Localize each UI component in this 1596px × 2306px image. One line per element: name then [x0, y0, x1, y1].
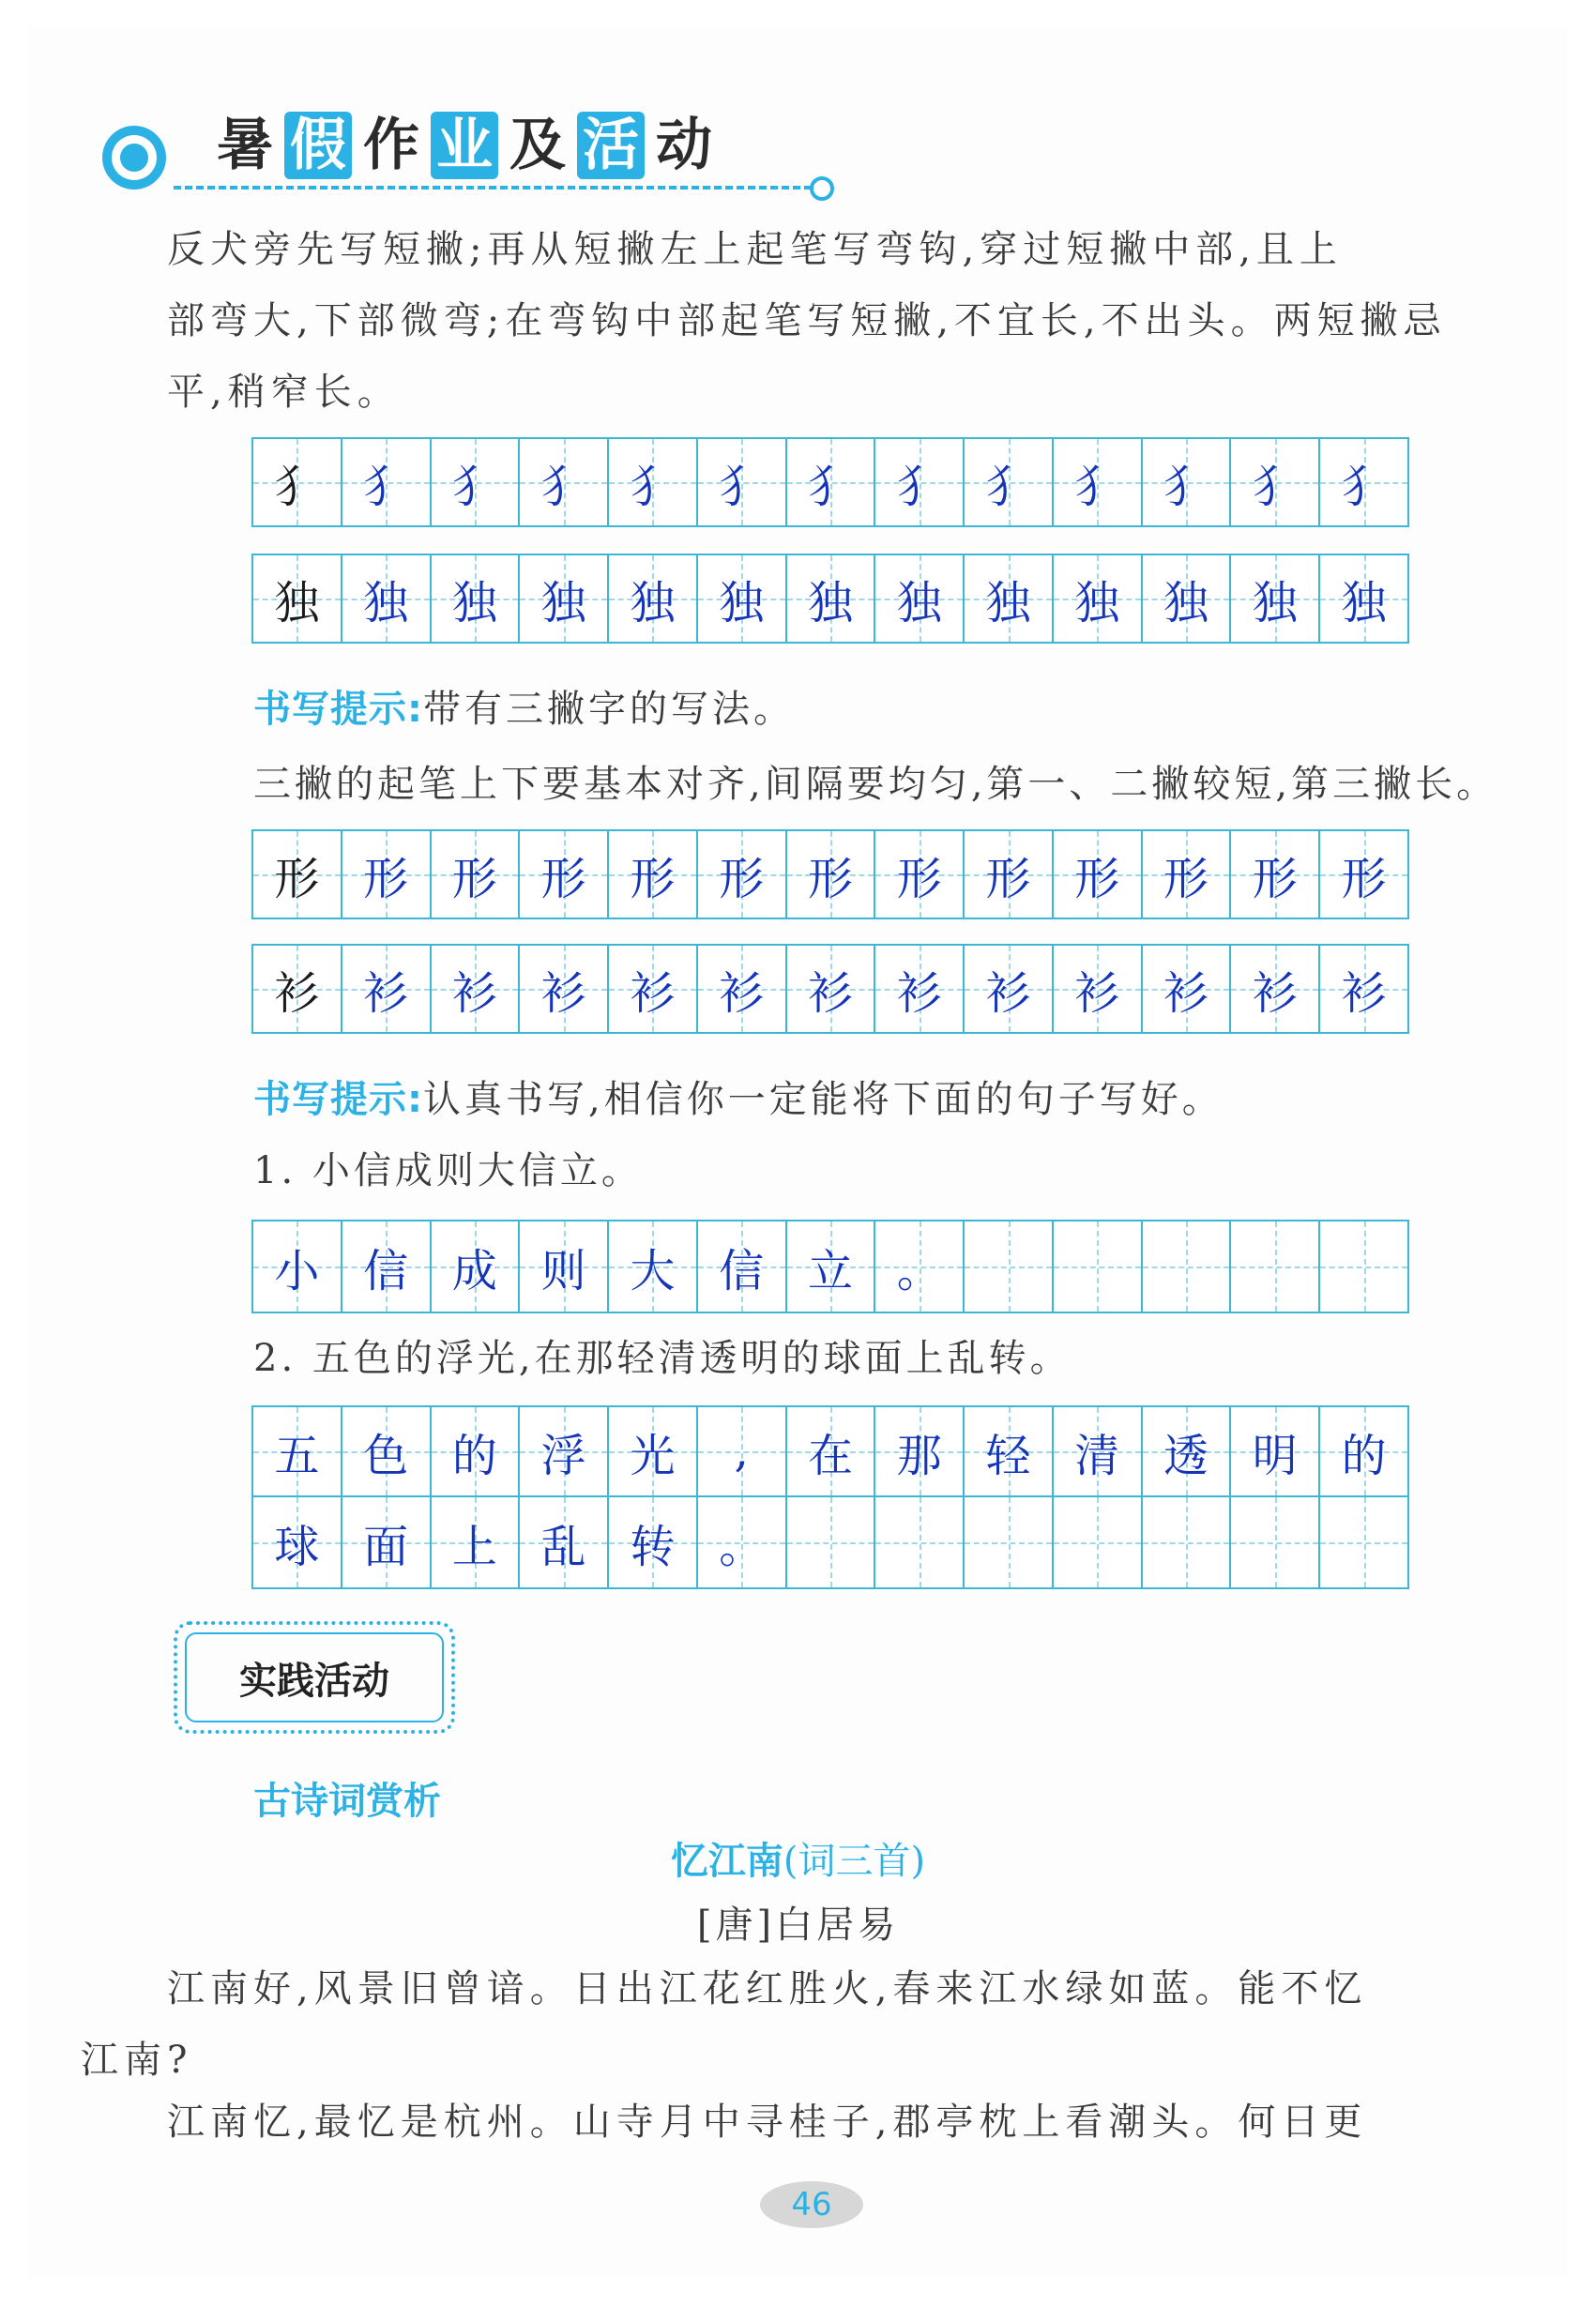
- grid-cell[interactable]: [609, 555, 698, 642]
- grid-cell[interactable]: [253, 1221, 342, 1312]
- grid-char: 犭: [363, 460, 409, 513]
- grid-char: 大: [630, 1244, 676, 1297]
- grid-cell[interactable]: [609, 1221, 698, 1312]
- grid-char: ,: [734, 1425, 749, 1478]
- tip-text: 带有三撇字的写法。: [423, 688, 795, 731]
- grid-cell[interactable]: [1054, 439, 1143, 525]
- title-char: 作: [363, 113, 419, 178]
- sentence-prompt: 2. 五色的浮光,在那轻清透明的球面上乱转。: [253, 1337, 1072, 1380]
- grid-char: 浮: [540, 1429, 586, 1482]
- grid-char: 形: [985, 852, 1031, 905]
- grid-cell[interactable]: [520, 1407, 609, 1495]
- grid-char: 透: [1163, 1429, 1209, 1482]
- page-number: 46: [760, 2181, 863, 2228]
- grid-cell[interactable]: [520, 831, 609, 918]
- target-icon: [99, 122, 170, 193]
- grid-char: 轻: [985, 1429, 1031, 1482]
- grid-char: 独: [807, 576, 853, 630]
- grid-char: 上: [451, 1520, 497, 1573]
- grid-cell[interactable]: [698, 1497, 787, 1587]
- grid-cell[interactable]: [698, 831, 787, 918]
- grid-cell[interactable]: [965, 831, 1054, 918]
- grid-char: 明: [1252, 1429, 1298, 1482]
- grid-cell[interactable]: [965, 555, 1054, 642]
- grid-cell[interactable]: [1054, 1497, 1143, 1587]
- grid-cell[interactable]: [1143, 555, 1232, 642]
- grid-char: 那: [896, 1429, 942, 1482]
- grid-char: 色: [363, 1429, 409, 1482]
- grid-row: [253, 1407, 1407, 1497]
- grid-char: 衫: [1341, 966, 1387, 1020]
- grid-char: 独: [1163, 576, 1209, 630]
- grid-cell[interactable]: [520, 439, 609, 525]
- grid-cell[interactable]: [965, 1407, 1054, 1495]
- grid-cell[interactable]: [520, 946, 609, 1032]
- grid-char: 独: [1341, 576, 1387, 630]
- poem-title-main: 忆江南: [670, 1840, 783, 1883]
- grid-cell[interactable]: [342, 831, 432, 918]
- grid-char: 独: [896, 576, 942, 630]
- grid-cell[interactable]: [965, 439, 1054, 525]
- grid-cell[interactable]: [875, 946, 965, 1032]
- poem-title: [0, 1831, 1596, 1885]
- poem-stanza-1: [81, 1953, 1481, 2096]
- grid-cell[interactable]: [1054, 831, 1143, 918]
- grid-cell[interactable]: [1231, 439, 1320, 525]
- tip-label: 书写提示:: [253, 1078, 423, 1121]
- writing-tip: [253, 681, 795, 737]
- poem-stanza-2: [167, 2086, 1481, 2158]
- grid-cell[interactable]: [875, 439, 965, 525]
- grid-cell[interactable]: [1143, 439, 1232, 525]
- grid-cell[interactable]: [253, 831, 342, 918]
- grid-cell[interactable]: [1320, 439, 1407, 525]
- grid-cell[interactable]: [253, 555, 342, 642]
- grid-cell[interactable]: [787, 1407, 876, 1495]
- tip-detail: 三撇的起笔上下要基本对齐,间隔要均匀,第一、二撇较短,第三撇长。: [253, 763, 1498, 806]
- grid-cell[interactable]: [1143, 946, 1232, 1032]
- grid-char: 犭: [1163, 460, 1209, 513]
- grid-char: 形: [1252, 852, 1298, 905]
- grid-char: 犭: [807, 460, 853, 513]
- grid-cell[interactable]: [609, 1407, 698, 1495]
- text-line: 部弯大,下部微弯;在弯钩中部起笔写短撇,不宜长,不出头。两短撇忌: [167, 299, 1447, 342]
- grid-cell[interactable]: [698, 946, 787, 1032]
- grid-cell[interactable]: [698, 1221, 787, 1312]
- grid-cell[interactable]: [1143, 1407, 1232, 1495]
- title-char: 暑: [217, 113, 273, 178]
- grid-cell[interactable]: [965, 1497, 1054, 1587]
- grid-cell[interactable]: [1054, 946, 1143, 1032]
- grid-cell[interactable]: [342, 555, 432, 642]
- grid-cell[interactable]: [432, 1407, 521, 1495]
- grid-char: 犭: [896, 460, 942, 513]
- grid-char: 球: [274, 1520, 320, 1573]
- grid-cell[interactable]: [1231, 1221, 1320, 1312]
- grid-cell[interactable]: [875, 555, 965, 642]
- grid-char: 立: [807, 1244, 853, 1297]
- grid-char: 衫: [1163, 966, 1209, 1020]
- grid-char: 犭: [540, 460, 586, 513]
- title-char: 业: [431, 112, 498, 179]
- grid-char: 乱: [540, 1520, 586, 1573]
- grid-cell[interactable]: [432, 831, 521, 918]
- practice-grid-xing: [251, 829, 1409, 919]
- grid-cell[interactable]: [787, 1221, 876, 1312]
- grid-cell[interactable]: [1054, 1407, 1143, 1495]
- grid-cell[interactable]: [1320, 1497, 1407, 1587]
- grid-cell[interactable]: [1143, 1221, 1232, 1312]
- poem-author: [唐]白居易: [696, 1904, 900, 1947]
- grid-char: 犭: [1252, 460, 1298, 513]
- page-title: [211, 103, 718, 188]
- grid-char: 形: [1074, 852, 1120, 905]
- grid-cell[interactable]: [875, 1221, 965, 1312]
- sentence-prompt: 1. 小信成则大信立。: [253, 1149, 643, 1192]
- grid-char: 独: [451, 576, 497, 630]
- grid-cell[interactable]: [965, 946, 1054, 1032]
- grid-cell[interactable]: [1320, 1407, 1407, 1495]
- grid-char: 独: [1252, 576, 1298, 630]
- divider-end-dot: [810, 176, 834, 201]
- grid-char: 光: [630, 1429, 676, 1482]
- text-line: 平,稍窄长。: [167, 371, 401, 414]
- grid-cell[interactable]: [875, 1407, 965, 1495]
- grid-char: 信: [719, 1244, 765, 1297]
- grid-char: 衫: [451, 966, 497, 1020]
- grid-char: 衫: [630, 966, 676, 1020]
- grid-char: 独: [985, 576, 1031, 630]
- grid-char: 衫: [1074, 966, 1120, 1020]
- grid-cell[interactable]: [1231, 1407, 1320, 1495]
- text-line: 江南好,风景旧曾谙。日出江花红胜火,春来江水绿如蓝。能不忆: [167, 1967, 1368, 2010]
- tip-label: 书写提示:: [253, 688, 423, 731]
- poem-title-sub: (词三首): [783, 1840, 926, 1883]
- grid-cell[interactable]: [965, 1221, 1054, 1312]
- grid-cell[interactable]: [1231, 555, 1320, 642]
- text-line: 江南忆,最忆是杭州。山寺月中寻桂子,郡亭枕上看潮头。何日更: [167, 2101, 1368, 2144]
- grid-cell[interactable]: [1320, 1221, 1407, 1312]
- title-char: 假: [284, 112, 352, 179]
- grid-char: 成: [451, 1244, 497, 1297]
- grid-cell[interactable]: [432, 1497, 521, 1587]
- grid-cell[interactable]: [1320, 831, 1407, 918]
- grid-char: 。: [896, 1244, 942, 1297]
- grid-char: 犭: [274, 460, 320, 513]
- grid-char: 犭: [985, 460, 1031, 513]
- grid-cell[interactable]: [432, 1221, 521, 1312]
- grid-cell[interactable]: [875, 1497, 965, 1587]
- grid-char: 形: [540, 852, 586, 905]
- grid-char: 形: [451, 852, 497, 905]
- grid-char: 衫: [719, 966, 765, 1020]
- practice-activity-badge: [174, 1621, 455, 1734]
- grid-char: 。: [719, 1520, 765, 1573]
- grid-char: 犭: [1074, 460, 1120, 513]
- grid-cell[interactable]: [432, 555, 521, 642]
- text-line: 江南?: [81, 2039, 193, 2082]
- practice-grid-quanzi: [251, 437, 1409, 527]
- grid-cell[interactable]: [1320, 946, 1407, 1032]
- grid-cell[interactable]: [342, 1407, 432, 1495]
- grid-char: 衫: [540, 966, 586, 1020]
- grid-char: 形: [630, 852, 676, 905]
- grid-cell[interactable]: [1231, 1497, 1320, 1587]
- grid-cell[interactable]: [609, 439, 698, 525]
- grid-char: 的: [451, 1429, 497, 1482]
- grid-cell[interactable]: [342, 1497, 432, 1587]
- sentence-grid-1: [251, 1220, 1409, 1313]
- grid-char: 的: [1341, 1429, 1387, 1482]
- grid-char: 独: [540, 576, 586, 630]
- grid-char: 衫: [896, 966, 942, 1020]
- grid-cell[interactable]: [432, 946, 521, 1032]
- grid-char: 犭: [1341, 460, 1387, 513]
- grid-char: 犭: [719, 460, 765, 513]
- grid-cell[interactable]: [698, 439, 787, 525]
- grid-char: 信: [363, 1244, 409, 1297]
- writing-tip: [253, 1071, 1224, 1128]
- header: [99, 103, 849, 206]
- grid-char: 犭: [451, 460, 497, 513]
- grid-char: 形: [274, 852, 320, 905]
- grid-cell[interactable]: [1054, 1221, 1143, 1312]
- grid-row: [253, 1221, 1407, 1312]
- grid-char: 独: [1074, 576, 1120, 630]
- grid-cell[interactable]: [253, 946, 342, 1032]
- grid-cell[interactable]: [342, 946, 432, 1032]
- grid-char: 形: [1163, 852, 1209, 905]
- grid-char: 小: [274, 1244, 320, 1297]
- grid-char: 独: [630, 576, 676, 630]
- grid-cell[interactable]: [609, 946, 698, 1032]
- grid-cell[interactable]: [698, 555, 787, 642]
- grid-char: 在: [807, 1429, 853, 1482]
- practice-grid-shan: [251, 944, 1409, 1034]
- grid-cell[interactable]: [787, 439, 876, 525]
- grid-cell[interactable]: [787, 555, 876, 642]
- header-divider: [174, 186, 812, 190]
- grid-char: 衫: [1252, 966, 1298, 1020]
- grid-char: 形: [363, 852, 409, 905]
- grid-char: 转: [630, 1520, 676, 1573]
- grid-cell[interactable]: [609, 1497, 698, 1587]
- grid-char: 面: [363, 1520, 409, 1573]
- grid-cell[interactable]: [342, 439, 432, 525]
- grid-cell[interactable]: [787, 946, 876, 1032]
- grid-char: 独: [274, 576, 320, 630]
- grid-cell[interactable]: [432, 439, 521, 525]
- badge-label: 实践活动: [185, 1632, 444, 1722]
- grid-cell[interactable]: [787, 831, 876, 918]
- grid-cell[interactable]: [253, 1407, 342, 1495]
- grid-cell[interactable]: [253, 1497, 342, 1587]
- grid-char: 独: [363, 576, 409, 630]
- grid-char: 形: [807, 852, 853, 905]
- grid-char: 独: [719, 576, 765, 630]
- grid-cell[interactable]: [520, 1221, 609, 1312]
- grid-char: 形: [1341, 852, 1387, 905]
- section-heading: 古诗词赏析: [253, 1780, 441, 1823]
- grid-char: 衫: [985, 966, 1031, 1020]
- title-char: 动: [656, 113, 712, 178]
- grid-cell[interactable]: [520, 555, 609, 642]
- grid-cell[interactable]: [253, 439, 342, 525]
- text-line: 反犬旁先写短撇;再从短撇左上起笔写弯钩,穿过短撇中部,且上: [167, 228, 1343, 271]
- grid-cell[interactable]: [1143, 1497, 1232, 1587]
- grid-cell[interactable]: [609, 831, 698, 918]
- grid-cell[interactable]: [520, 1497, 609, 1587]
- grid-char: 衫: [363, 966, 409, 1020]
- grid-char: 犭: [630, 460, 676, 513]
- intro-paragraph: [167, 214, 1481, 428]
- grid-char: 形: [896, 852, 942, 905]
- grid-char: 衫: [274, 966, 320, 1020]
- grid-cell[interactable]: [342, 1221, 432, 1312]
- grid-cell[interactable]: [1320, 555, 1407, 642]
- practice-grid-du: [251, 554, 1409, 644]
- grid-cell[interactable]: [787, 1497, 876, 1587]
- grid-row: [253, 1497, 1407, 1587]
- grid-cell[interactable]: [875, 831, 965, 918]
- grid-char: 五: [274, 1429, 320, 1482]
- grid-cell[interactable]: [1231, 946, 1320, 1032]
- grid-cell[interactable]: [1143, 831, 1232, 918]
- tip-text: 认真书写,相信你一定能将下面的句子写好。: [423, 1078, 1224, 1121]
- grid-cell[interactable]: [1054, 555, 1143, 642]
- grid-char: 清: [1074, 1429, 1120, 1482]
- sentence-grid-2: [251, 1405, 1409, 1589]
- grid-cell[interactable]: [698, 1407, 787, 1495]
- title-char: 活: [577, 112, 645, 179]
- grid-cell[interactable]: [1231, 831, 1320, 918]
- grid-char: 则: [540, 1244, 586, 1297]
- grid-char: 形: [719, 852, 765, 905]
- grid-char: 衫: [807, 966, 853, 1020]
- title-char: 及: [509, 113, 566, 178]
